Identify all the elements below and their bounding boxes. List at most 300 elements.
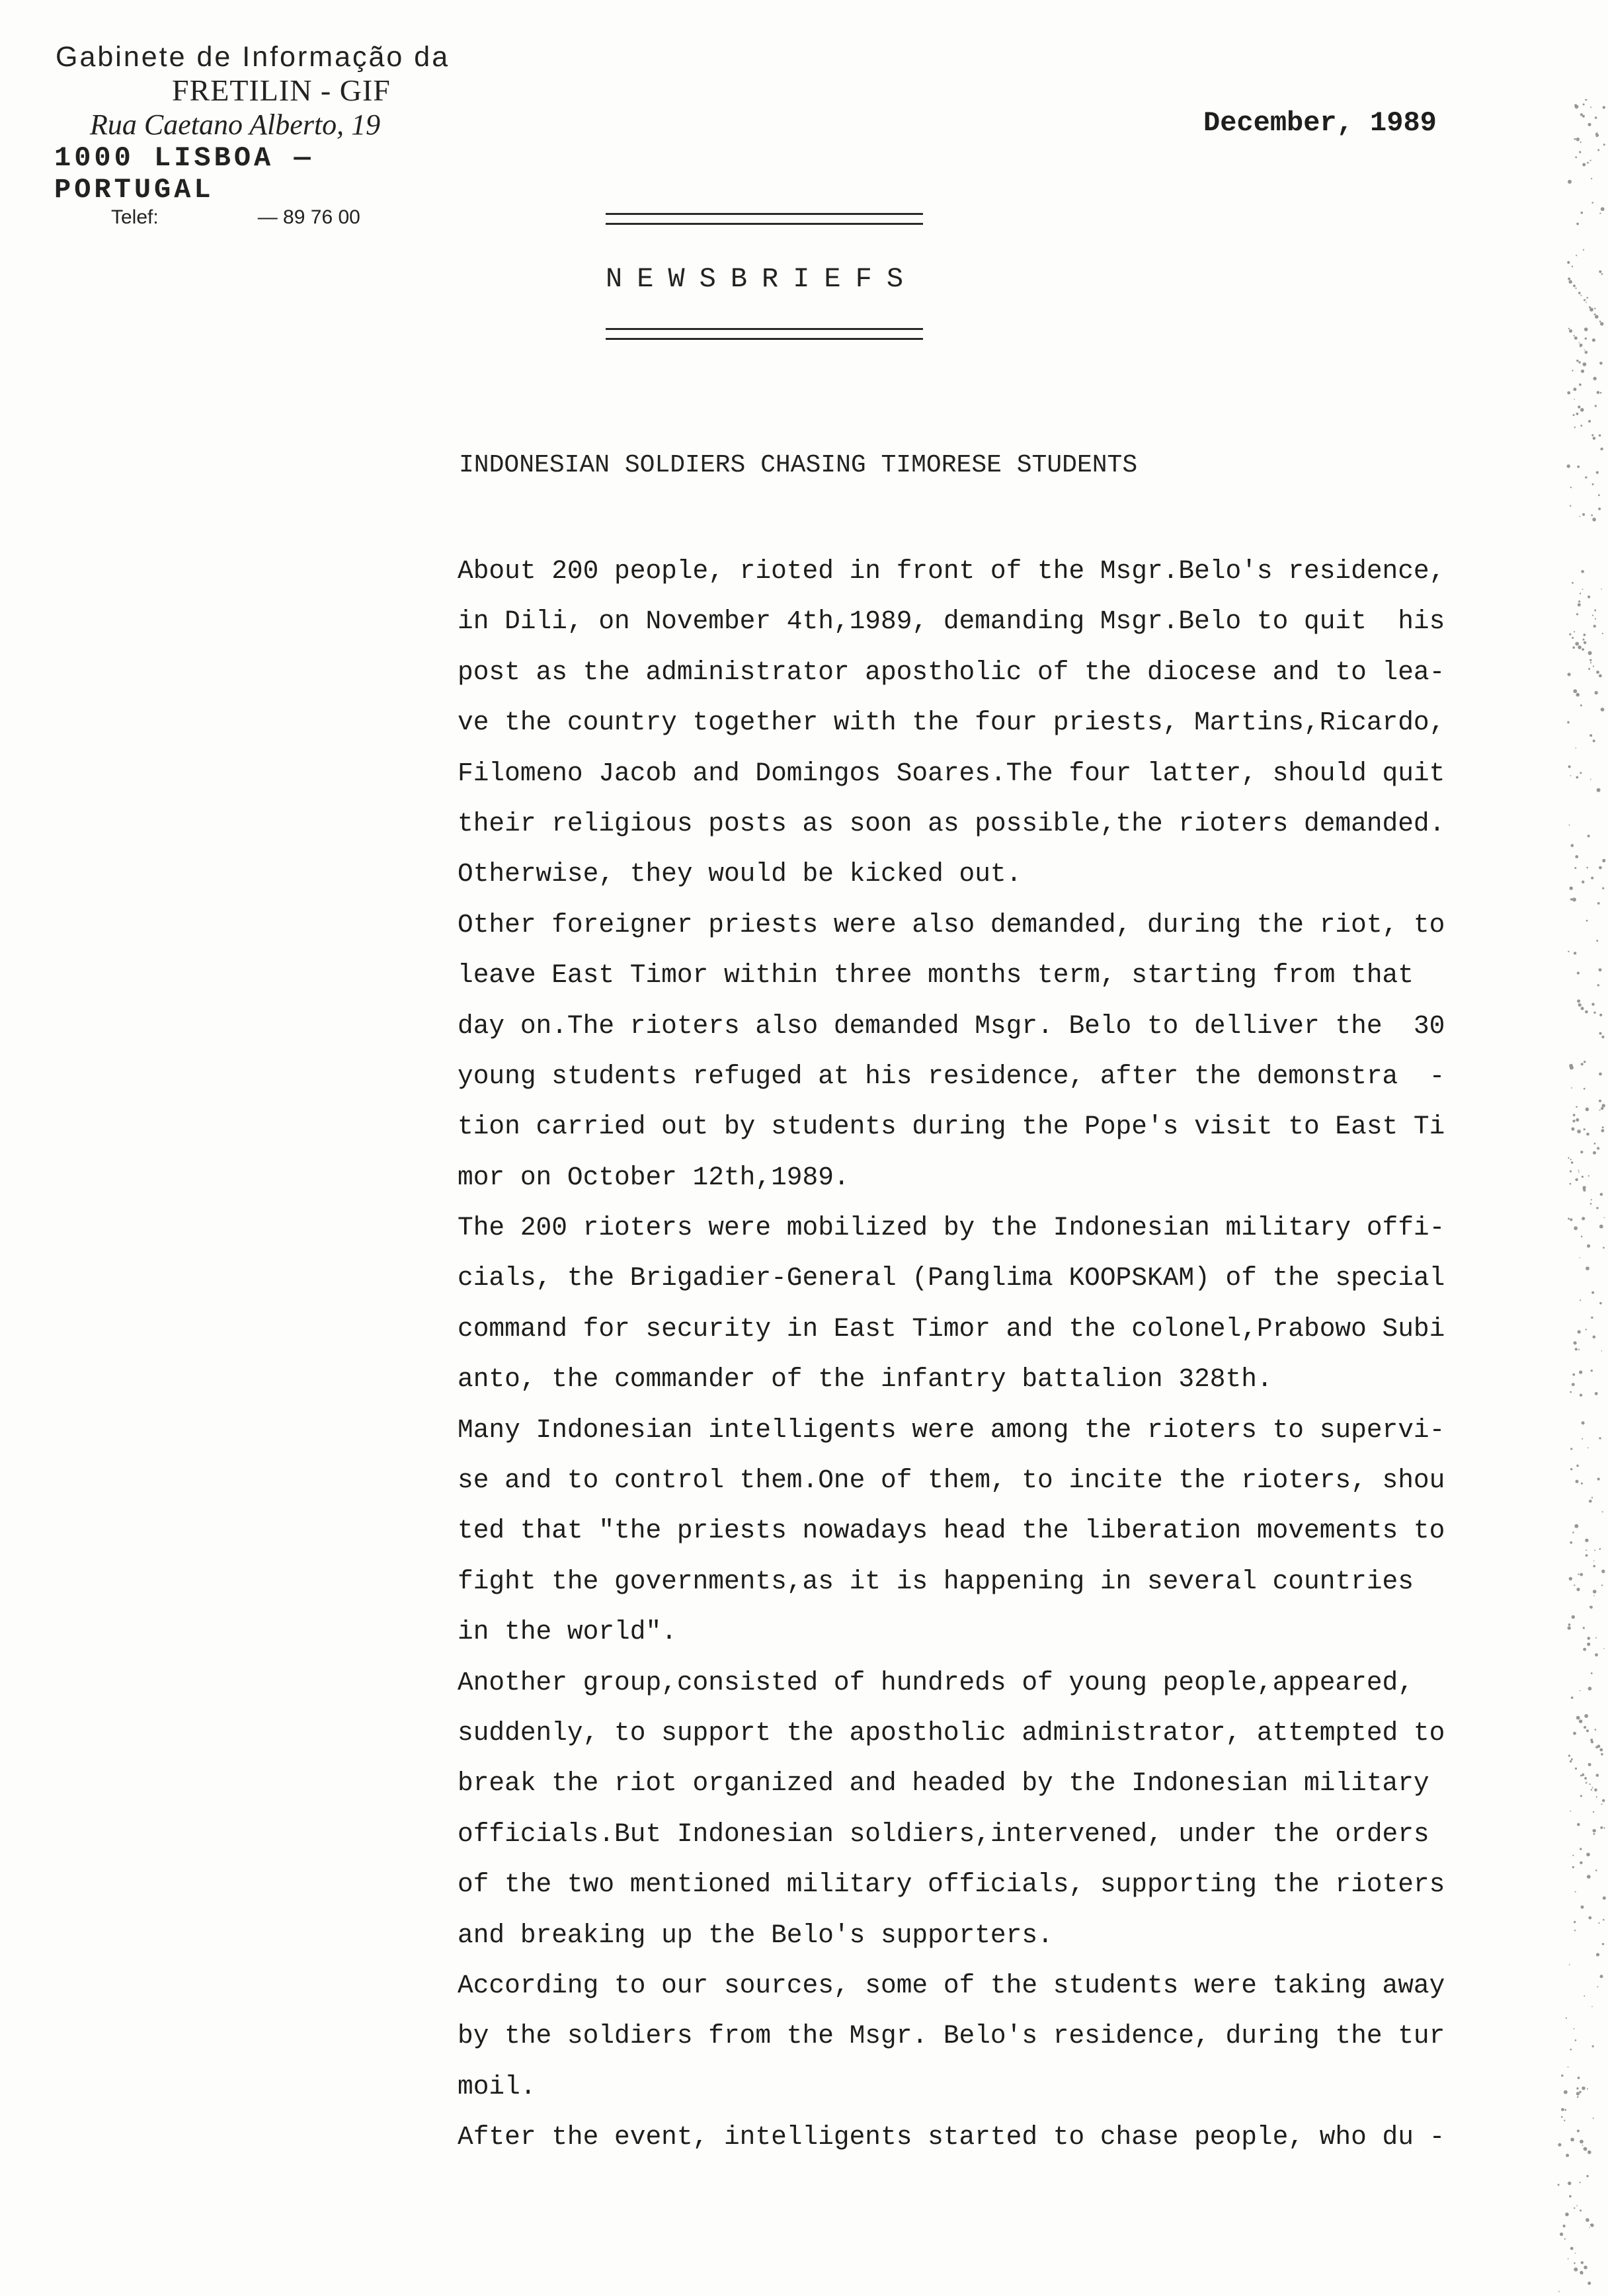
noise-speck xyxy=(1597,1478,1600,1481)
noise-speck xyxy=(1591,434,1593,436)
noise-speck xyxy=(1573,414,1575,416)
noise-speck xyxy=(1602,1943,1604,1945)
noise-speck xyxy=(1576,1118,1579,1122)
noise-speck xyxy=(1566,2154,1569,2157)
noise-speck xyxy=(1568,1626,1571,1629)
noise-speck xyxy=(1593,666,1594,667)
noise-speck xyxy=(1593,1595,1595,1596)
body-line: ted that "the priests nowadays head the liberation movements to xyxy=(458,1516,1445,1546)
noise-speck xyxy=(1582,1774,1584,1776)
noise-speck xyxy=(1600,1975,1603,1978)
noise-speck xyxy=(1580,2209,1582,2211)
body-line: After the event, intelligents started to chase people, who du - xyxy=(458,2122,1445,2152)
noise-speck xyxy=(1574,2262,1576,2264)
noise-speck xyxy=(1570,1760,1572,1762)
noise-speck xyxy=(1593,1561,1595,1562)
noise-speck xyxy=(1579,1719,1583,1723)
noise-speck xyxy=(1587,1245,1590,1248)
noise-speck xyxy=(1570,2247,1574,2250)
noise-speck xyxy=(1577,999,1580,1003)
noise-speck xyxy=(1571,1128,1574,1131)
noise-speck xyxy=(1589,659,1591,661)
noise-speck xyxy=(1580,2182,1581,2183)
noise-speck xyxy=(1568,1623,1571,1626)
noise-speck xyxy=(1586,1329,1587,1330)
noise-speck xyxy=(1592,483,1594,485)
noise-speck xyxy=(1586,1266,1589,1270)
noise-speck xyxy=(1580,704,1582,706)
noise-speck xyxy=(1586,1133,1589,1136)
noise-speck xyxy=(1588,2281,1591,2285)
noise-speck xyxy=(1567,464,1570,468)
noise-speck xyxy=(1572,582,1574,584)
noise-speck xyxy=(1580,1848,1582,1850)
noise-speck xyxy=(1570,505,1571,507)
noise-speck xyxy=(1603,144,1605,145)
body-line: About 200 people, rioted in front of the Msgr.Belo's residence, xyxy=(458,556,1445,586)
noise-speck xyxy=(1601,1107,1603,1110)
body-line: ve the country together with the four priests, Martins,Ricardo, xyxy=(458,708,1445,738)
noise-speck xyxy=(1600,1826,1603,1829)
noise-speck xyxy=(1583,249,1584,251)
noise-speck xyxy=(1561,2074,1563,2076)
masthead-rule-bottom xyxy=(606,328,923,340)
noise-speck xyxy=(1597,984,1599,986)
noise-speck xyxy=(1572,266,1573,267)
noise-speck xyxy=(1581,1905,1584,1908)
noise-speck xyxy=(1580,1151,1583,1153)
phone-number: — 89 76 00 xyxy=(257,206,360,228)
noise-speck xyxy=(1593,377,1596,380)
noise-speck xyxy=(1575,156,1577,158)
noise-speck xyxy=(1595,134,1599,137)
noise-speck xyxy=(1580,593,1581,594)
noise-speck xyxy=(1569,1964,1570,1965)
noise-speck xyxy=(1583,1189,1586,1192)
noise-speck xyxy=(1587,162,1589,164)
noise-speck xyxy=(1588,1763,1591,1766)
noise-speck xyxy=(1601,589,1602,590)
noise-speck xyxy=(1584,1088,1586,1090)
noise-speck xyxy=(1572,1855,1574,1856)
noise-speck xyxy=(1567,721,1570,724)
noise-speck xyxy=(1601,1584,1603,1586)
noise-speck xyxy=(1590,1203,1592,1205)
noise-speck xyxy=(1576,288,1577,289)
body-line: command for security in East Timor and the colonel,Prabowo Subi xyxy=(458,1313,1445,1344)
noise-speck xyxy=(1567,391,1570,395)
noise-speck xyxy=(1564,2109,1566,2111)
noise-speck xyxy=(1599,1437,1601,1439)
phone-label: Telef: xyxy=(111,206,159,228)
noise-speck xyxy=(1595,1869,1597,1871)
noise-speck xyxy=(1570,1170,1572,1172)
noise-speck xyxy=(1581,2261,1584,2264)
noise-speck xyxy=(1594,610,1596,612)
noise-speck xyxy=(1558,2143,1561,2147)
noise-speck xyxy=(1595,1729,1597,1731)
noise-speck xyxy=(1572,646,1575,649)
noise-speck xyxy=(1582,1438,1583,1440)
noise-speck xyxy=(1574,399,1575,400)
noise-speck xyxy=(1588,651,1592,655)
noise-speck xyxy=(1591,202,1593,204)
letterhead-phone xyxy=(111,206,483,228)
noise-speck xyxy=(1591,1199,1592,1200)
noise-speck xyxy=(1591,1741,1593,1743)
noise-speck xyxy=(1586,1108,1589,1112)
noise-speck xyxy=(1575,642,1579,646)
noise-speck xyxy=(1569,329,1572,333)
noise-speck xyxy=(1581,1007,1584,1010)
noise-speck xyxy=(1580,772,1582,774)
noise-speck xyxy=(1593,625,1596,628)
noise-speck xyxy=(1603,1897,1606,1900)
noise-speck xyxy=(1579,516,1580,517)
noise-speck xyxy=(1586,2175,1588,2177)
noise-speck xyxy=(1574,1341,1577,1344)
noise-speck xyxy=(1578,1573,1579,1575)
noise-speck xyxy=(1572,370,1573,371)
body-line: According to our sources, some of the students were taking away xyxy=(458,1970,1445,2000)
noise-speck xyxy=(1573,689,1577,693)
noise-speck xyxy=(1576,1588,1580,1591)
noise-speck xyxy=(1593,1833,1595,1835)
noise-speck xyxy=(1591,1317,1593,1319)
noise-speck xyxy=(1591,877,1593,880)
noise-speck xyxy=(1591,2006,1593,2008)
body-line: officials.But Indonesian soldiers,intervened, under the orders xyxy=(458,1819,1429,1849)
noise-speck xyxy=(1599,1748,1603,1752)
noise-speck xyxy=(1589,2227,1590,2229)
noise-speck xyxy=(1576,776,1578,779)
noise-speck xyxy=(1572,1374,1575,1376)
noise-speck xyxy=(1563,2225,1566,2227)
noise-speck xyxy=(1578,2076,1580,2079)
noise-speck xyxy=(1601,1753,1603,1756)
noise-speck xyxy=(1574,1921,1576,1923)
noise-speck xyxy=(1584,1995,1585,1996)
noise-speck xyxy=(1602,1104,1605,1107)
noise-speck xyxy=(1561,2108,1564,2112)
noise-speck xyxy=(1584,1061,1586,1063)
noise-speck xyxy=(1574,2268,1578,2272)
noise-speck xyxy=(1579,1370,1582,1374)
noise-speck xyxy=(1577,1823,1580,1826)
noise-speck xyxy=(1582,1176,1584,1178)
noise-speck xyxy=(1567,261,1570,264)
noise-speck xyxy=(1595,618,1596,620)
noise-speck xyxy=(1576,223,1579,226)
masthead-rule-top xyxy=(606,213,923,225)
noise-speck xyxy=(1585,337,1587,339)
noise-speck xyxy=(1580,142,1582,143)
noise-speck xyxy=(1573,284,1576,287)
noise-speck xyxy=(1578,1003,1582,1006)
noise-speck xyxy=(1595,315,1599,319)
noise-speck xyxy=(1570,2138,1574,2142)
body-line: their religious posts as soon as possible,the rioters demanded. xyxy=(458,808,1445,839)
noise-speck xyxy=(1571,1696,1574,1699)
noise-speck xyxy=(1583,362,1587,366)
noise-speck xyxy=(1580,2140,1584,2144)
noise-speck xyxy=(1595,1637,1597,1639)
noise-speck xyxy=(1578,361,1580,363)
noise-speck xyxy=(1574,335,1575,337)
noise-speck xyxy=(1599,270,1601,273)
noise-speck xyxy=(1574,1584,1575,1586)
noise-speck xyxy=(1586,1782,1588,1784)
body-line: tion carried out by students during the Pope's visit to East Ti xyxy=(458,1112,1445,1142)
noise-speck xyxy=(1568,2067,1569,2068)
noise-speck xyxy=(1595,405,1597,407)
noise-speck xyxy=(1588,596,1590,598)
noise-speck xyxy=(1576,2092,1580,2095)
letterhead-stamp xyxy=(46,41,483,228)
noise-speck xyxy=(1582,881,1584,883)
noise-speck xyxy=(1572,1532,1574,1534)
noise-speck xyxy=(1591,1789,1592,1790)
noise-speck xyxy=(1593,437,1596,440)
noise-speck xyxy=(1593,2117,1594,2119)
noise-speck xyxy=(1574,2028,1575,2030)
body-line: young students refuged at his residence, after the demonstra - xyxy=(458,1061,1445,1091)
noise-speck xyxy=(1587,2088,1588,2090)
noise-speck xyxy=(1576,2087,1578,2089)
noise-speck xyxy=(1591,1672,1593,1674)
noise-speck xyxy=(1599,434,1601,437)
noise-speck xyxy=(1580,344,1583,347)
noise-speck xyxy=(1569,634,1571,636)
noise-speck xyxy=(1568,1157,1569,1159)
noise-speck xyxy=(1576,1716,1580,1720)
noise-speck xyxy=(1561,2116,1563,2118)
noise-speck xyxy=(1580,1257,1581,1258)
noise-speck xyxy=(1588,1916,1591,1920)
noise-speck xyxy=(1578,1172,1580,1173)
noise-speck xyxy=(1558,2184,1560,2186)
noise-speck xyxy=(1581,370,1584,373)
noise-speck xyxy=(1601,207,1605,211)
noise-speck xyxy=(1592,2045,1594,2047)
noise-speck xyxy=(1578,603,1581,606)
noise-speck xyxy=(1586,867,1588,869)
noise-speck xyxy=(1570,1811,1572,1812)
noise-speck xyxy=(1590,106,1591,108)
noise-speck xyxy=(1593,1335,1596,1338)
noise-speck xyxy=(1582,648,1584,651)
noise-speck xyxy=(1600,322,1603,325)
noise-speck xyxy=(1582,2086,1585,2090)
body-line: anto, the commander of the infantry battalion 328th. xyxy=(458,1364,1273,1395)
noise-speck xyxy=(1588,2151,1591,2154)
noise-speck xyxy=(1584,299,1586,301)
noise-speck xyxy=(1598,1922,1599,1924)
noise-speck xyxy=(1568,278,1570,280)
noise-speck xyxy=(1574,867,1576,869)
article-headline: INDONESIAN SOLDIERS CHASING TIMORESE STUDENTS xyxy=(459,451,1138,479)
noise-speck xyxy=(1598,508,1601,511)
noise-speck xyxy=(1577,466,1580,468)
letterhead-office: Gabinete de Informação da xyxy=(56,41,450,73)
noise-speck xyxy=(1579,384,1582,386)
noise-speck xyxy=(1584,349,1586,350)
noise-speck xyxy=(1601,708,1605,712)
noise-speck xyxy=(1573,1732,1576,1735)
noise-speck xyxy=(1590,662,1591,663)
noise-speck xyxy=(1595,1392,1598,1395)
noise-speck xyxy=(1570,1391,1572,1393)
noise-speck xyxy=(1568,328,1570,329)
noise-speck xyxy=(1572,1120,1575,1122)
noise-speck xyxy=(1582,1421,1585,1424)
noise-speck xyxy=(1599,1014,1602,1016)
noise-speck xyxy=(1580,1394,1582,1397)
noise-speck xyxy=(1586,1853,1590,1857)
noise-speck xyxy=(1596,471,1599,473)
noise-speck xyxy=(1575,2253,1576,2254)
noise-speck xyxy=(1582,2273,1583,2274)
noise-speck xyxy=(1602,887,1604,889)
noise-speck xyxy=(1568,765,1571,768)
noise-speck xyxy=(1603,1827,1605,1828)
body-line: by the soldiers from the Msgr. Belo's residence, during the tur xyxy=(458,2021,1445,2051)
noise-speck xyxy=(1600,448,1603,450)
body-line: break the riot organized and headed by the Indonesian military xyxy=(458,1768,1429,1799)
noise-speck xyxy=(1581,570,1584,573)
noise-speck xyxy=(1589,734,1592,737)
noise-speck xyxy=(1595,1653,1598,1657)
noise-speck xyxy=(1585,476,1587,478)
noise-speck xyxy=(1599,321,1601,323)
noise-speck xyxy=(1587,1875,1591,1879)
noise-speck xyxy=(1565,2213,1569,2217)
noise-speck xyxy=(1570,2049,1572,2051)
noise-speck xyxy=(1582,115,1585,118)
noise-speck xyxy=(1574,427,1576,428)
noise-speck xyxy=(1570,1159,1572,1160)
body-line: day on.The rioters also demanded Msgr. Belo to delliver the 30 xyxy=(458,1010,1445,1041)
scan-edge-noise xyxy=(1548,99,1608,2295)
noise-speck xyxy=(1578,1330,1581,1333)
noise-speck xyxy=(1576,693,1580,697)
noise-speck xyxy=(1602,859,1605,862)
noise-speck xyxy=(1585,1010,1588,1014)
noise-speck xyxy=(1564,2119,1565,2121)
noise-speck xyxy=(1564,2238,1566,2240)
noise-speck xyxy=(1597,1147,1599,1149)
noise-speck xyxy=(1568,951,1569,952)
noise-speck xyxy=(1599,1110,1601,1111)
letterhead-street: Rua Caetano Alberto, 19 xyxy=(90,108,381,142)
noise-speck xyxy=(1575,1348,1578,1350)
noise-speck xyxy=(1593,1829,1596,1832)
noise-speck xyxy=(1597,1744,1601,1748)
noise-speck xyxy=(1588,835,1590,837)
noise-speck xyxy=(1577,1129,1581,1133)
noise-speck xyxy=(1590,779,1591,780)
body-line: in the world". xyxy=(458,1617,677,1647)
noise-speck xyxy=(1570,487,1572,488)
noise-speck xyxy=(1580,1573,1583,1577)
article-body xyxy=(458,546,1582,2163)
noise-speck xyxy=(1577,2096,1579,2098)
noise-speck xyxy=(1588,420,1591,423)
noise-speck xyxy=(1586,297,1588,299)
noise-speck xyxy=(1593,739,1595,742)
noise-speck xyxy=(1574,138,1576,140)
noise-speck xyxy=(1582,2145,1584,2146)
noise-speck xyxy=(1588,123,1591,126)
noise-speck xyxy=(1574,1524,1578,1528)
noise-speck xyxy=(1571,1087,1572,1088)
body-line: suddenly, to support the apostholic administrator, attempted to xyxy=(458,1717,1445,1748)
noise-speck xyxy=(1603,1247,1605,1249)
noise-speck xyxy=(1578,1349,1580,1350)
noise-speck xyxy=(1594,1788,1597,1791)
noise-speck xyxy=(1575,105,1579,109)
noise-speck xyxy=(1584,634,1586,636)
noise-speck xyxy=(1591,1497,1593,1498)
noise-speck xyxy=(1599,675,1602,678)
noise-speck xyxy=(1589,160,1591,161)
noise-speck xyxy=(1576,1465,1579,1467)
noise-speck xyxy=(1576,255,1577,256)
noise-speck xyxy=(1580,1862,1582,1864)
noise-speck xyxy=(1599,1225,1603,1229)
noise-speck xyxy=(1570,1218,1572,1221)
noise-speck xyxy=(1584,2266,1588,2270)
noise-speck xyxy=(1589,308,1593,311)
noise-speck xyxy=(1569,1064,1573,1068)
noise-speck xyxy=(1594,1143,1596,1145)
noise-speck xyxy=(1579,343,1580,344)
noise-speck xyxy=(1582,1217,1585,1220)
noise-speck xyxy=(1578,292,1581,294)
noise-speck xyxy=(1581,1483,1583,1485)
noise-speck xyxy=(1583,1648,1586,1651)
noise-speck xyxy=(1599,1548,1601,1550)
noise-speck xyxy=(1569,1577,1572,1580)
noise-speck xyxy=(1571,1161,1574,1164)
masthead-title: NEWSBRIEFS xyxy=(606,263,918,295)
noise-speck xyxy=(1569,280,1572,284)
noise-speck xyxy=(1580,425,1582,427)
noise-speck xyxy=(1596,940,1598,942)
noise-speck xyxy=(1584,1714,1588,1718)
noise-speck xyxy=(1601,273,1603,275)
noise-speck xyxy=(1577,2129,1580,2132)
noise-speck xyxy=(1599,1073,1602,1076)
noise-speck xyxy=(1568,180,1572,184)
body-line: se and to control them.One of them, to incite the rioters, shou xyxy=(458,1465,1445,1496)
noise-speck xyxy=(1580,1795,1582,1797)
noise-speck xyxy=(1595,691,1598,694)
body-line: Filomeno Jacob and Domingos Soares.The four latter, should quit xyxy=(458,758,1445,788)
noise-speck xyxy=(1568,2182,1571,2185)
noise-speck xyxy=(1599,866,1602,870)
noise-speck xyxy=(1596,1796,1597,1797)
noise-speck xyxy=(1577,971,1580,974)
noise-speck xyxy=(1573,388,1576,391)
noise-speck xyxy=(1593,1012,1595,1014)
noise-speck xyxy=(1597,902,1600,905)
noise-speck xyxy=(1593,1151,1596,1155)
noise-speck xyxy=(1581,1236,1583,1238)
body-line: in Dili, on November 4th,1989, demanding Msgr.Belo to quit his xyxy=(458,606,1445,637)
noise-speck xyxy=(1570,1468,1572,1470)
body-line: post as the administrator apostholic of the diocese and to lea- xyxy=(458,657,1445,687)
